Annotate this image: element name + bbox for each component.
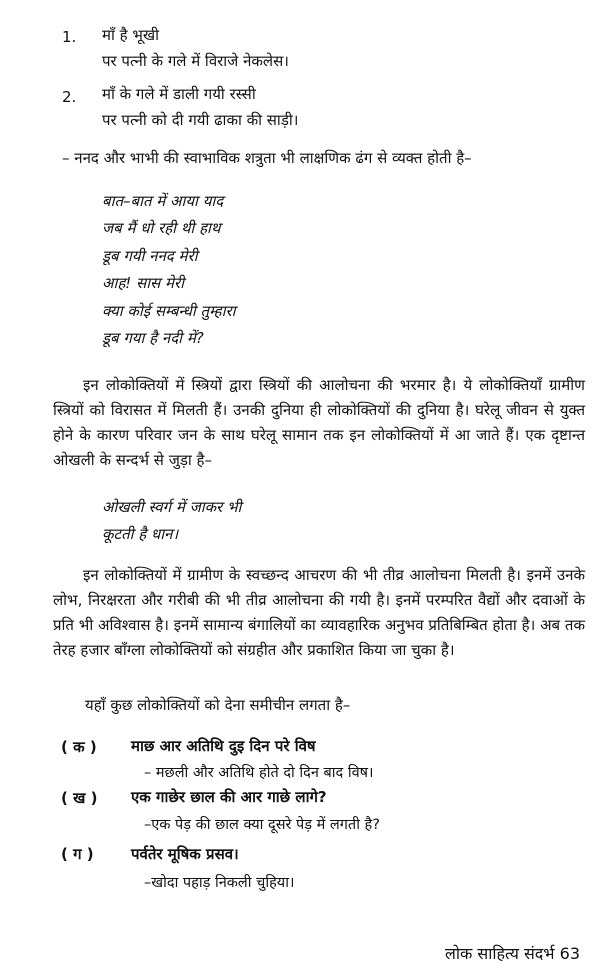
list-number: 1. (62, 28, 77, 46)
poem-line: कूटती है धान। (102, 525, 179, 543)
list-line: पर पत्नी के गले में विराजे नेकलेस। (102, 52, 289, 70)
paragraph-text: इन लोकोक्तियों में ग्रामीण के स्वच्छन्द आचरण की भी तीव्र आलोचना मिलती है। इनमें उनके लोभ, निरक्षरता और गरीबी की भी तीव्र आलोचना की गयी है। इनमें परम्परित वैद्यों और दवाओं के प्रति भी अविश्वास है। इनमें सामान्य बंगालियों का व्यावहारिक अनुभव प्रतिबिम्बित होता है। अब तक तेरह हजार बाँग्ला लोकोक्तियों को संग्रहीत और प्रकाशित किया जा चुका है। (53, 566, 585, 659)
poem-line: क्या कोई सम्बन्धी तुम्हारा (102, 302, 236, 320)
proverb-meaning: –एक पेड़ की छाल क्या दूसरे पेड़ में लगती है? (144, 817, 380, 833)
proverb-label: ( ख ) (61, 789, 98, 807)
list-number: 2. (62, 88, 77, 106)
poem-line: बात–बात में आया याद (102, 192, 224, 210)
proverb-label: ( क ) (61, 738, 97, 756)
poem-line: जब मैं धो रही थी हाथ (102, 219, 221, 237)
poem-line: आह! सास मेरी (102, 274, 184, 292)
paragraph-text: इन लोकोक्तियों में स्त्रियों द्वारा स्त्रियों की आलोचना की भरमार है। ये लोकोक्तियाँ ग्रामीण स्त्रियों को विरासत में मिलती हैं। उनकी दुनिया ही लोकोक्तियों की दुनिया है। घरेलू जीवन से युक्त होने के कारण परिवार जन के साथ घरेलू सामान तक इन लोकोक्तियों में आ जाते हैं। एक दृष्टान्त ओखली के सन्दर्भ से जुड़ा है– (53, 376, 585, 469)
page-footer: लोक साहित्य संदर्भ 63 (445, 944, 580, 963)
list-line: माँ है भूखी (102, 26, 160, 44)
proverb-text: एक गाछेर छाल की आर गाछे लागे? (131, 788, 327, 806)
list-line: पर पत्नी को दी गयी ढाका की साड़ी। (102, 111, 299, 129)
poem-line: डूब गयी ननद मेरी (102, 247, 198, 265)
nanad-intro: – ननद और भाभी की स्वाभाविक शत्रुता भी लाक्षणिक ढंग से व्यक्त होती है– (62, 149, 472, 167)
proverb-meaning: – मछली और अतिथि होते दो दिन बाद विष। (144, 765, 374, 781)
proverb-text: पर्वतेर मूषिक प्रसव। (131, 845, 239, 863)
poem-line: ओखली स्वर्ग में जाकर भी (102, 498, 242, 516)
proverb-text: माछ आर अतिथि दुइ दिन परे विष (131, 737, 316, 755)
proverb-label: ( ग ) (61, 845, 94, 863)
paragraph (53, 373, 585, 473)
paragraph (53, 563, 585, 663)
list-line: माँ के गले में डाली गयी रस्सी (102, 85, 256, 103)
poem-line: डूब गया है नदी में? (102, 329, 204, 347)
proverbs-intro: यहाँ कुछ लोकोक्तियों को देना समीचीन लगता है– (85, 696, 351, 714)
proverb-meaning: –खोदा पहाड़ निकली चुहिया। (144, 875, 295, 891)
